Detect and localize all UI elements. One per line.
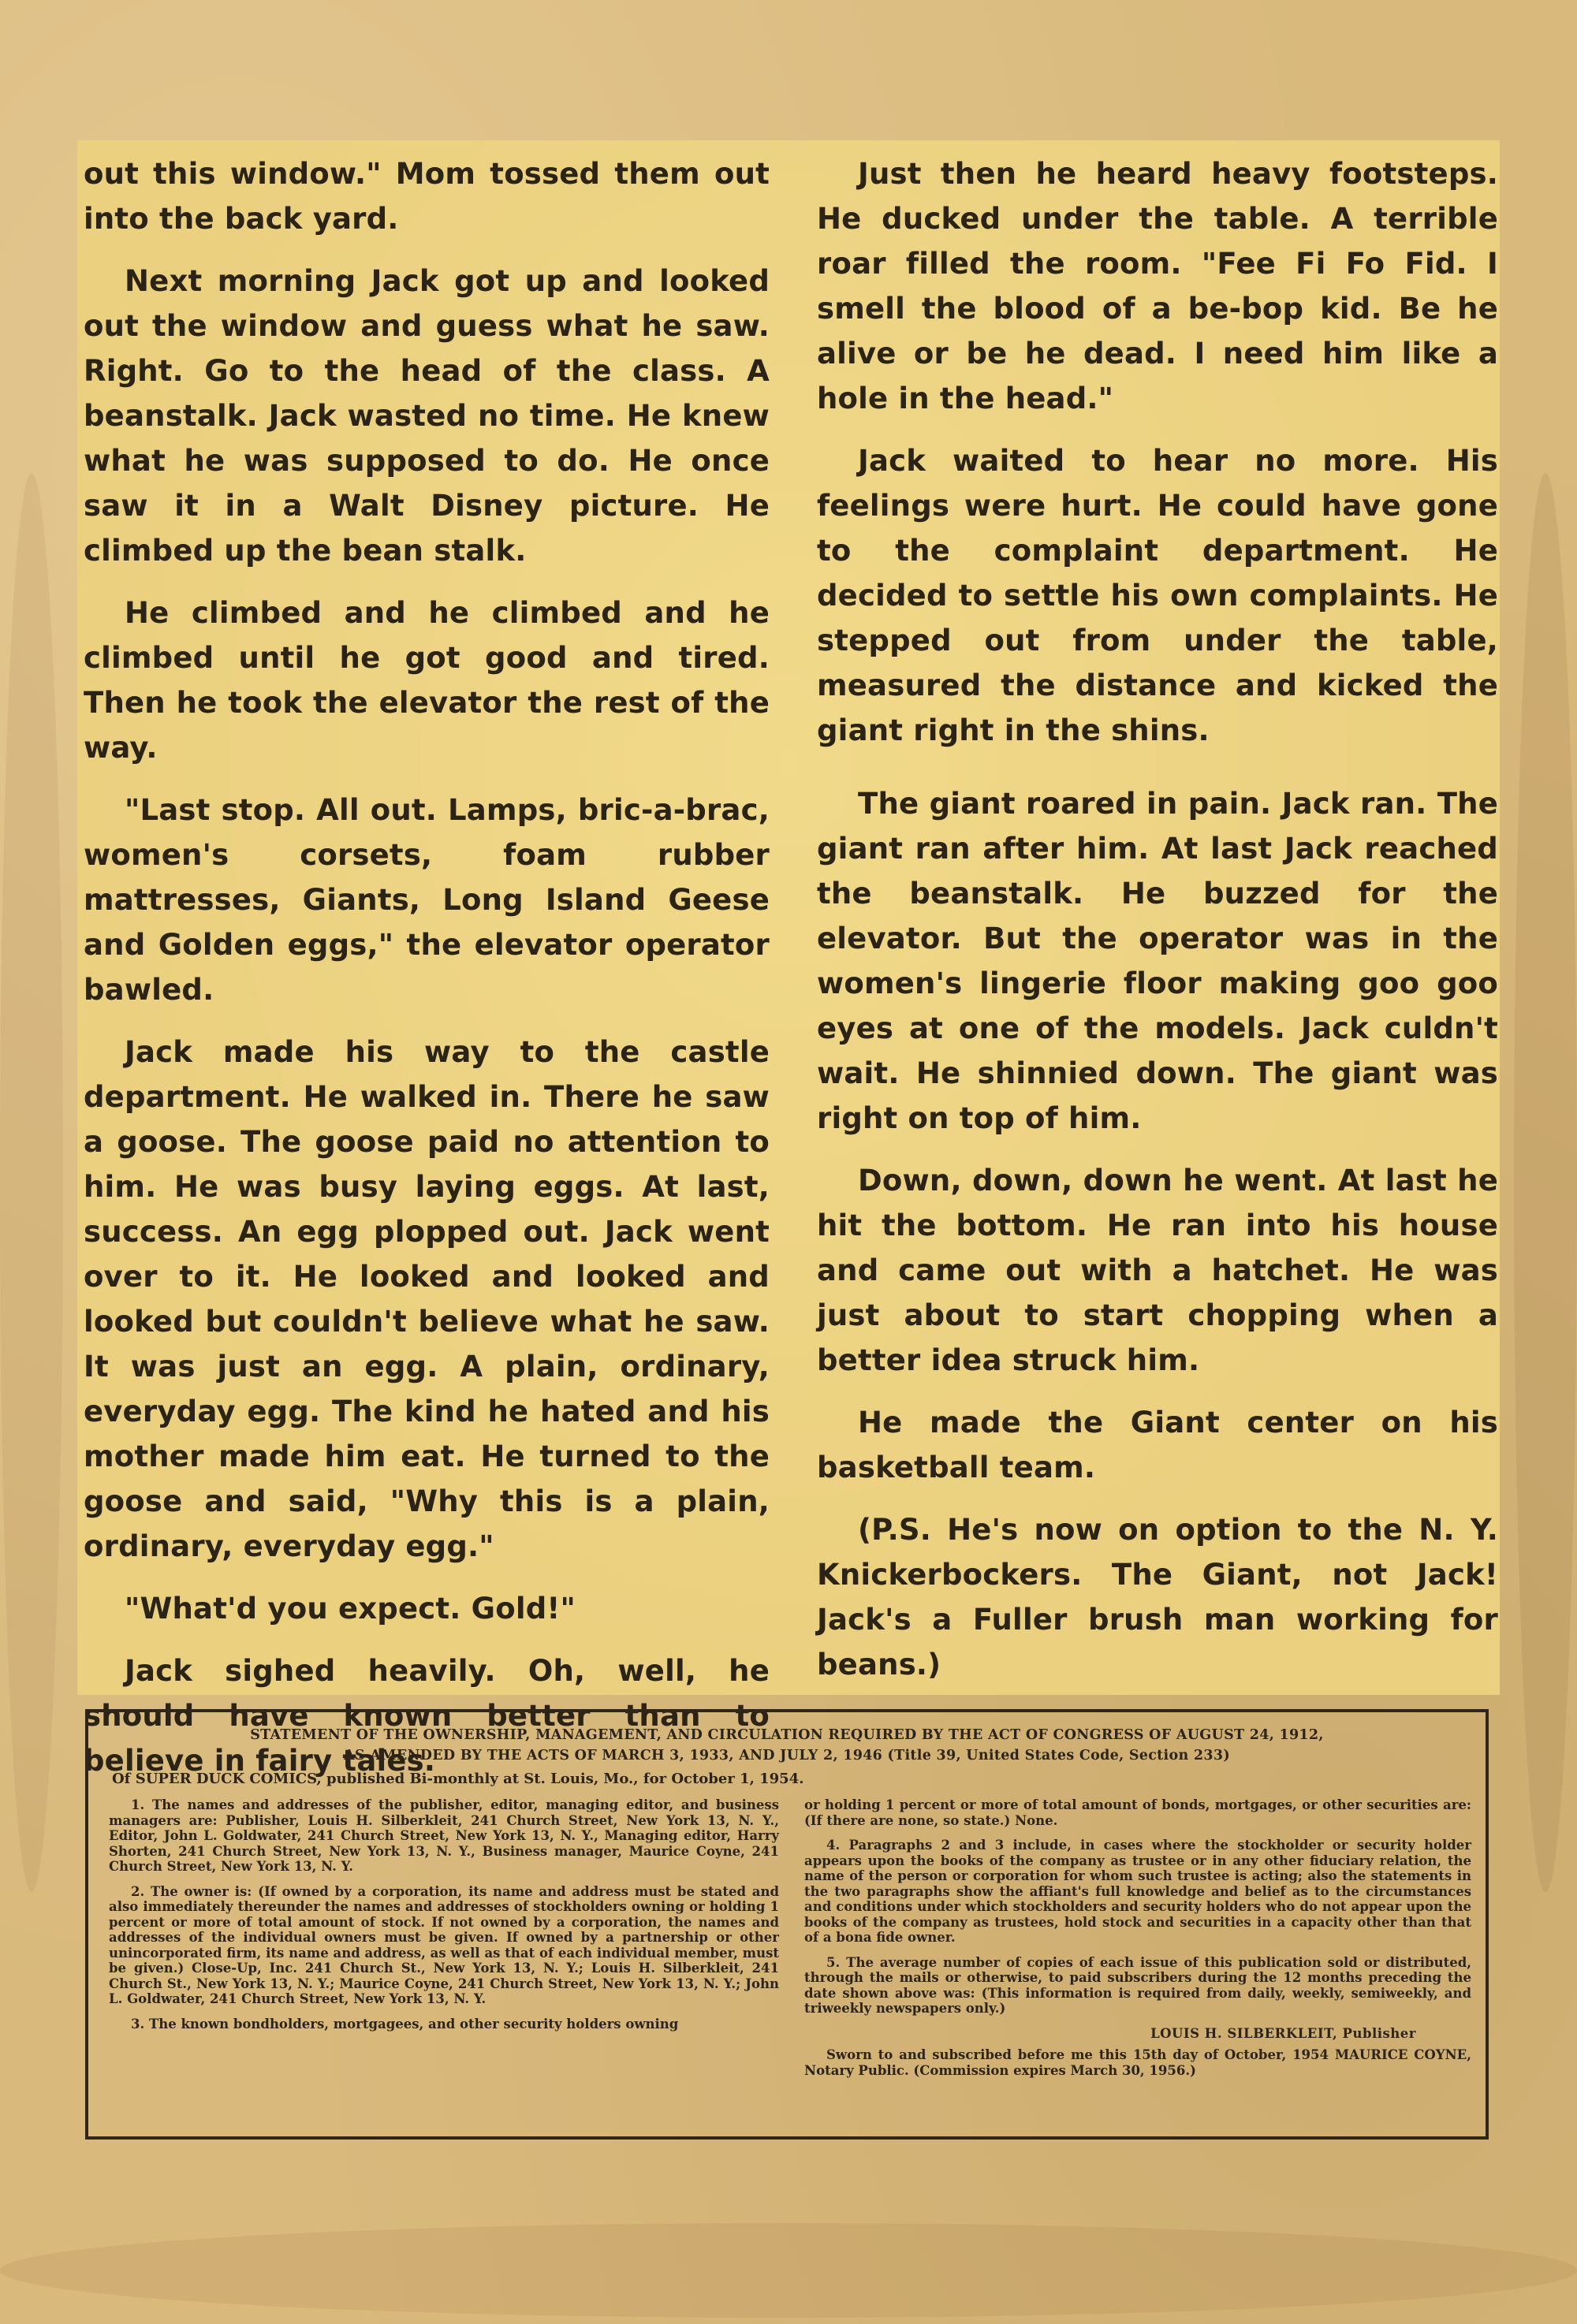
- story-paragraph: Jack sighed heavily. Oh, well, he should have known better than to believe in fairy tales.: [84, 1654, 770, 1778]
- statement-paragraph: 1. The names and addresses of the publisher, editor, managing editor, and business managers are: Publisher, Louis H. Silberkleit, 241 Church Street, New York 13, N. Y., Editor, John L. Goldwater, 241 Church Street, New York 13, N. Y., Managing editor, Harry Shorten, 241 Church Street, New York 13, N. Y., Business manager, Maurice Coyne, 241 Church Street, New York 13, N. Y.: [109, 1797, 779, 1874]
- story-paragraph: The giant roared in pain. Jack ran. The giant ran after him. At last Jack reached the beanstalk. He buzzed for the elevator. But the operator was in the women's lingerie floor making goo goo eyes at one of the models. Jack culdn't wait. He shinnied down. The giant was right on top of him.: [817, 787, 1498, 1135]
- story-paragraph: He made the Giant center on his basketball team.: [817, 1406, 1498, 1484]
- statement-right-column: [804, 1797, 1471, 2088]
- story-right-column: [817, 151, 1498, 1704]
- story-paragraph: (P.S. He's now on option to the N. Y. Knickerbockers. The Giant, not Jack! Jack's a Fuller brush man working for beans.): [817, 1513, 1498, 1682]
- story-left-column: [84, 151, 770, 1801]
- story-paragraph: "Last stop. All out. Lamps, bric-a-brac, women's corsets, foam rubber mattresses, Giants, Long Island Geese and Golden eggs," the elevator operator bawled.: [84, 793, 770, 1007]
- statement-paragraph: or holding 1 percent or more of total amount of bonds, mortgages, or other securities are: (If there are none, so state.) None.: [804, 1797, 1471, 1828]
- statement-paragraph: 5. The average number of copies of each issue of this publication sold or distributed, through the mails or otherwise, to paid subscribers during the 12 months preceding the date shown above was: (This information is required from daily, weekly, semiweekly, and triweekly newspapers only.): [804, 1954, 1471, 2016]
- statement-paragraph: 2. The owner is: (If owned by a corporation, its name and address must be stated and also immediately thereunder the names and addresses of stockholders owning or holding 1 percent or more of total amount of stock. If not owned by a corporation, the names and addresses of the individual owners must be given. If owned by a partnership or other unincorporated firm, its name and address, as well as that of each individual member, must be given.) Close-Up, Inc. 241 Church St., New York 13, N. Y.; Louis H. Silberkleit, 241 Church St., New York 13, N. Y.; Maurice Coyne, 241 Church Street, New York 13, N. Y.; John L. Goldwater, 241 Church Street, New York 13, N. Y.: [109, 1883, 779, 2006]
- story-paragraph: He climbed and he climbed and he climbed until he got good and tired. Then he took the elevator the rest of the way.: [84, 596, 770, 765]
- statement-paragraph: 4. Paragraphs 2 and 3 include, in cases where the stockholder or security holder appears upon the books of the company as trustee or in any other fiduciary relation, the name of the person or corporation for whom such trustee is acting; also the statements in the two paragraphs show the affiant's full knowledge and belief as to the circumstances and conditions under which stockholders and security holders who do not appear upon the books of the company as trustees, hold stock and securities in a capacity other than that of a bona fide owner.: [804, 1838, 1471, 1945]
- story-paragraph: out this window." Mom tossed them out into the back yard.: [84, 157, 770, 236]
- publisher-signature: LOUIS H. SILBERKLEIT, Publisher: [1150, 2025, 1416, 2041]
- story-paragraph: "What'd you expect. Gold!": [125, 1592, 576, 1626]
- notary-line: Sworn to and subscribed before me this 15th day of October, 1954 MAURICE COYNE, Notary Public. (Commission expires March 30, 1956.): [804, 2047, 1471, 2078]
- story-paragraph: Jack waited to hear no more. His feelings were hurt. He could have gone to the complaint department. He decided to settle his own complaints. He stepped out from under the table, measured the distance and kicked the giant right in the shins.: [817, 444, 1498, 747]
- statement-publication-line: Of SUPER DUCK COMICS, published Bi-monthly at St. Louis, Mo., for October 1, 1954.: [112, 1771, 804, 1787]
- statement-heading-line-2: AS AMENDED BY THE ACTS OF MARCH 3, 1933, AND JULY 2, 1946 (Title 39, United States Code, Section 233): [344, 1748, 1230, 1763]
- ownership-statement-box: [85, 1709, 1489, 2140]
- statement-paragraph: 3. The known bondholders, mortgagees, and other security holders owning: [131, 2016, 679, 2032]
- story-paragraph: Down, down, down he went. At last he hit the bottom. He ran into his house and came out with a hatchet. He was just about to start chopping when a better idea struck him.: [817, 1164, 1498, 1377]
- story-paragraph: Jack made his way to the castle department. He walked in. There he saw a goose. The goose paid no attention to him. He was busy laying eggs. At last, success. An egg plopped out. Jack went over to it. He looked and looked and looked but couldn't believe what he saw. It was just an egg. A plain, ordinary, everyday egg. The kind he hated and his mother made him eat. He turned to the goose and said, "Why this is a plain, ordinary, everyday egg.": [84, 1035, 770, 1563]
- statement-left-column: [109, 1797, 779, 2041]
- story-paragraph: Next morning Jack got up and looked out the window and guess what he saw. Right. Go to the head of the class. A beanstalk. Jack wasted no time. He knew what he was supposed to do. He once saw it in a Walt Disney picture. He climbed up the bean stalk.: [84, 264, 770, 568]
- story-paragraph: Just then he heard heavy footsteps. He ducked under the table. A terrible roar filled the room. "Fee Fi Fo Fid. I smell the blood of a be-bop kid. Be he alive or be he dead. I need him like a hole in the head.": [817, 157, 1498, 415]
- statement-heading-line-1: STATEMENT OF THE OWNERSHIP, MANAGEMENT, AND CIRCULATION REQUIRED BY THE ACT OF CONGRESS OF AUGUST 24, 1912,: [250, 1727, 1324, 1743]
